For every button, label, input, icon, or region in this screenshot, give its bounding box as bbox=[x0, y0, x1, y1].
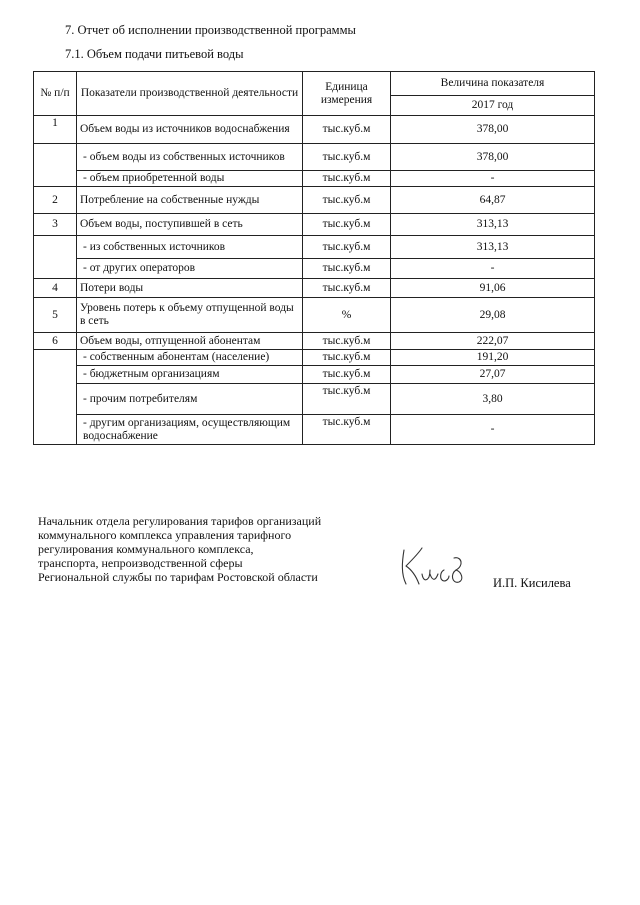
header-row bbox=[34, 72, 595, 96]
row-value: 378,00 bbox=[391, 116, 595, 144]
row-indicator: Объем воды из источников водоснабжения bbox=[77, 116, 303, 144]
signatory-line: Начальник отдела регулирования тарифов организаций bbox=[38, 514, 322, 528]
row-unit: тыс.куб.м bbox=[303, 171, 391, 187]
water-supply-table bbox=[33, 71, 595, 445]
table-row bbox=[34, 384, 595, 415]
row-indicator: - из собственных источников bbox=[77, 236, 303, 259]
row-value: 191,20 bbox=[391, 350, 595, 366]
row-value: 27,07 bbox=[391, 366, 595, 384]
signatory-line: Региональной службы по тарифам Ростовской области bbox=[38, 570, 318, 584]
header-indicator: Показатели производственной деятельности bbox=[77, 72, 303, 116]
row-indicator: Объем воды, поступившей в сеть bbox=[77, 214, 303, 236]
row-number: 5 bbox=[34, 298, 77, 333]
table-row bbox=[34, 171, 595, 187]
row-value: 313,13 bbox=[391, 236, 595, 259]
row-number: 2 bbox=[34, 187, 77, 214]
row-unit: тыс.куб.м bbox=[303, 144, 391, 171]
row-value: 64,87 bbox=[391, 187, 595, 214]
row-indicator: - бюджетным организациям bbox=[77, 366, 303, 384]
row-value: 29,08 bbox=[391, 298, 595, 333]
table-row bbox=[34, 366, 595, 384]
row-number: 1 bbox=[34, 116, 77, 144]
row-unit: тыс.куб.м bbox=[303, 333, 391, 350]
signatory-line: регулирования коммунального комплекса, bbox=[38, 542, 254, 556]
row-indicator: - объем приобретенной воды bbox=[77, 171, 303, 187]
row-number bbox=[34, 350, 77, 445]
table-row bbox=[34, 116, 595, 144]
row-unit: тыс.куб.м bbox=[303, 279, 391, 298]
row-unit: тыс.куб.м bbox=[303, 214, 391, 236]
row-unit: тыс.куб.м bbox=[303, 116, 391, 144]
signatory-line: коммунального комплекса управления тарифного bbox=[38, 528, 292, 542]
signatory-position bbox=[38, 514, 321, 584]
header-unit: Единица измерения bbox=[303, 72, 391, 116]
table-row bbox=[34, 333, 595, 350]
row-value: - bbox=[391, 259, 595, 279]
row-number: 3 bbox=[34, 214, 77, 236]
row-unit: тыс.куб.м bbox=[303, 259, 391, 279]
row-number: 4 bbox=[34, 279, 77, 298]
row-indicator: - объем воды из собственных источников bbox=[77, 144, 303, 171]
header-year: 2017 год bbox=[391, 96, 595, 116]
header-value: Величина показателя bbox=[391, 72, 595, 96]
row-indicator: - прочим потребителям bbox=[77, 384, 303, 415]
signer-name: И.П. Кисилева bbox=[493, 576, 571, 590]
table-row bbox=[34, 279, 595, 298]
table-row bbox=[34, 259, 595, 279]
row-number bbox=[34, 144, 77, 187]
row-value: 3,80 bbox=[391, 384, 595, 415]
table-row bbox=[34, 187, 595, 214]
table-row bbox=[34, 415, 595, 445]
row-indicator: Уровень потерь к объему отпущенной воды в сеть bbox=[77, 298, 303, 333]
row-indicator: Объем воды, отпущенной абонентам bbox=[77, 333, 303, 350]
row-unit: тыс.куб.м bbox=[303, 236, 391, 259]
row-value: - bbox=[391, 171, 595, 187]
row-unit: тыс.куб.м bbox=[303, 350, 391, 366]
row-unit: тыс.куб.м bbox=[303, 384, 391, 415]
header-no: № п/п bbox=[34, 72, 77, 116]
handwritten-signature bbox=[392, 544, 467, 589]
row-unit: тыс.куб.м bbox=[303, 415, 391, 445]
subsection-heading: 7.1. Объем подачи питьевой воды bbox=[65, 47, 244, 61]
row-value: 378,00 bbox=[391, 144, 595, 171]
table-row bbox=[34, 144, 595, 171]
row-number bbox=[34, 236, 77, 279]
row-indicator: Потери воды bbox=[77, 279, 303, 298]
table-row bbox=[34, 350, 595, 366]
row-indicator: Потребление на собственные нужды bbox=[77, 187, 303, 214]
row-value: 91,06 bbox=[391, 279, 595, 298]
row-value: 222,07 bbox=[391, 333, 595, 350]
row-number: 6 bbox=[34, 333, 77, 350]
row-unit: тыс.куб.м bbox=[303, 366, 391, 384]
row-indicator: - от других операторов bbox=[77, 259, 303, 279]
table-row bbox=[34, 236, 595, 259]
row-value: 313,13 bbox=[391, 214, 595, 236]
section-heading: 7. Отчет об исполнении производственной программы bbox=[65, 23, 356, 37]
row-unit: тыс.куб.м bbox=[303, 187, 391, 214]
signatory-line: транспорта, непроизводственной сферы bbox=[38, 556, 243, 570]
row-indicator: - другим организациям, осуществляющим водоснабжение bbox=[77, 415, 303, 445]
row-indicator: - собственным абонентам (население) bbox=[77, 350, 303, 366]
table-row bbox=[34, 214, 595, 236]
row-unit: % bbox=[303, 298, 391, 333]
row-value: - bbox=[391, 415, 595, 445]
table-row bbox=[34, 298, 595, 333]
